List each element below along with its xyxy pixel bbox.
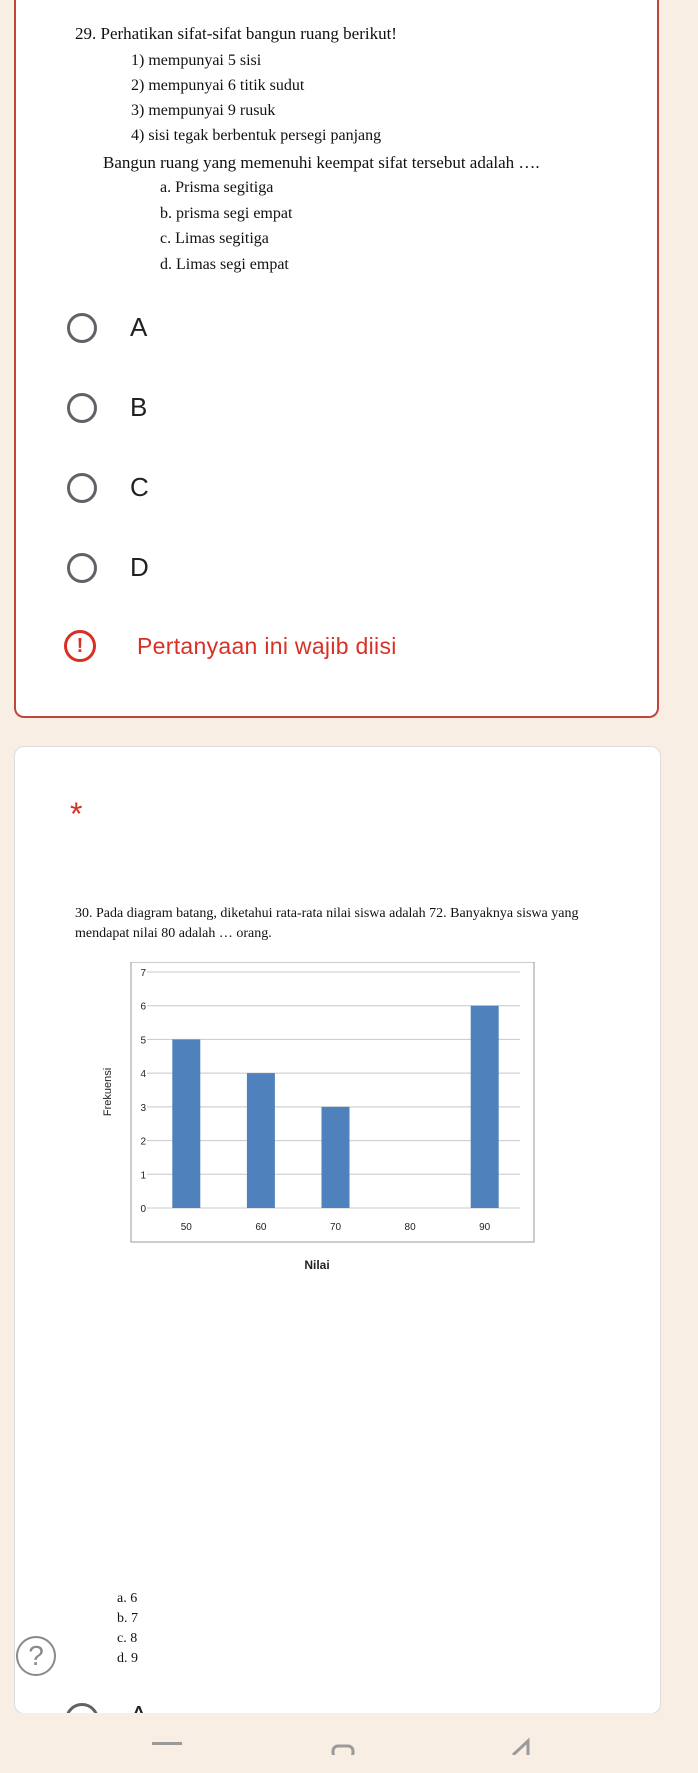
y-tick-label: 0 — [140, 1204, 146, 1215]
q30-choice-b: b. 7 — [117, 1611, 138, 1626]
help-icon[interactable]: ? — [16, 1636, 56, 1676]
x-tick-label: 70 — [329, 1222, 342, 1233]
radio-option-a[interactable] — [67, 313, 97, 343]
x-tick-label: 90 — [479, 1222, 491, 1233]
property-2: 2) mempunyai 6 titik sudut — [131, 77, 305, 94]
nav-home-icon — [333, 1746, 353, 1755]
q30-choice-d: d. 9 — [117, 1651, 138, 1666]
question-29-text: 29. Perhatikan sifat-sifat bangun ruang berikut! — [75, 24, 397, 43]
y-tick-label: 4 — [140, 1069, 146, 1081]
radio-option-d[interactable] — [67, 553, 97, 583]
option-label-d[interactable]: D — [130, 552, 149, 582]
navigation-bar — [0, 1713, 698, 1755]
y-tick-label: 6 — [140, 1001, 146, 1013]
y-tick-label: 7 — [140, 968, 146, 979]
option-label-a[interactable]: A — [130, 312, 148, 342]
x-axis-label: Nilai — [304, 1258, 330, 1272]
required-asterisk: * — [70, 796, 83, 832]
property-3: 3) mempunyai 9 rusuk — [131, 102, 276, 119]
choice-b: b. prisma segi empat — [160, 205, 293, 222]
bar-60 — [247, 1073, 275, 1208]
property-4: 4) sisi tegak berbentuk persegi panjang — [131, 127, 382, 144]
y-tick-label: 3 — [140, 1102, 146, 1114]
choice-d: d. Limas segi empat — [160, 256, 289, 273]
q30-choice-c: c. 8 — [117, 1631, 138, 1646]
required-message: Pertanyaan ini wajib diisi — [137, 633, 397, 659]
question-card-29 — [14, 0, 659, 718]
y-tick-label: 5 — [140, 1035, 146, 1047]
property-1: 1) mempunyai 5 sisi — [131, 52, 262, 69]
option-label-c[interactable]: C — [130, 472, 149, 502]
x-tick-label: 50 — [180, 1222, 192, 1233]
y-tick-label: 2 — [140, 1136, 146, 1148]
y-axis-label: Frekuensi — [102, 1067, 114, 1117]
x-tick-label: 60 — [255, 1222, 267, 1233]
bar-50 — [172, 1039, 200, 1208]
nav-menu-icon — [152, 1742, 182, 1745]
option-label-b[interactable]: B — [130, 392, 148, 422]
nav-back-icon — [513, 1741, 528, 1755]
question-29-prompt: Bangun ruang yang memenuhi keempat sifat tersebut adalah …. — [103, 153, 540, 172]
q30-choice-a: a. 6 — [117, 1591, 138, 1606]
x-tick-label: 80 — [404, 1222, 416, 1233]
y-tick-label: 1 — [140, 1170, 146, 1182]
error-icon: ! — [64, 630, 96, 662]
bar-90 — [471, 1006, 499, 1208]
question-30-text: 30. Pada diagram batang, diketahui rata-rata nilai siswa adalah 72. Banyaknya siswa yang mendapat nilai 80 adalah … orang. — [75, 906, 579, 941]
bar-chart — [95, 962, 535, 1282]
choice-a: a. Prisma segitiga — [160, 179, 274, 196]
bar-70 — [322, 1107, 350, 1208]
radio-option-c[interactable] — [67, 473, 97, 503]
choice-c: c. Limas segitiga — [160, 230, 269, 247]
radio-option-b[interactable] — [67, 393, 97, 423]
